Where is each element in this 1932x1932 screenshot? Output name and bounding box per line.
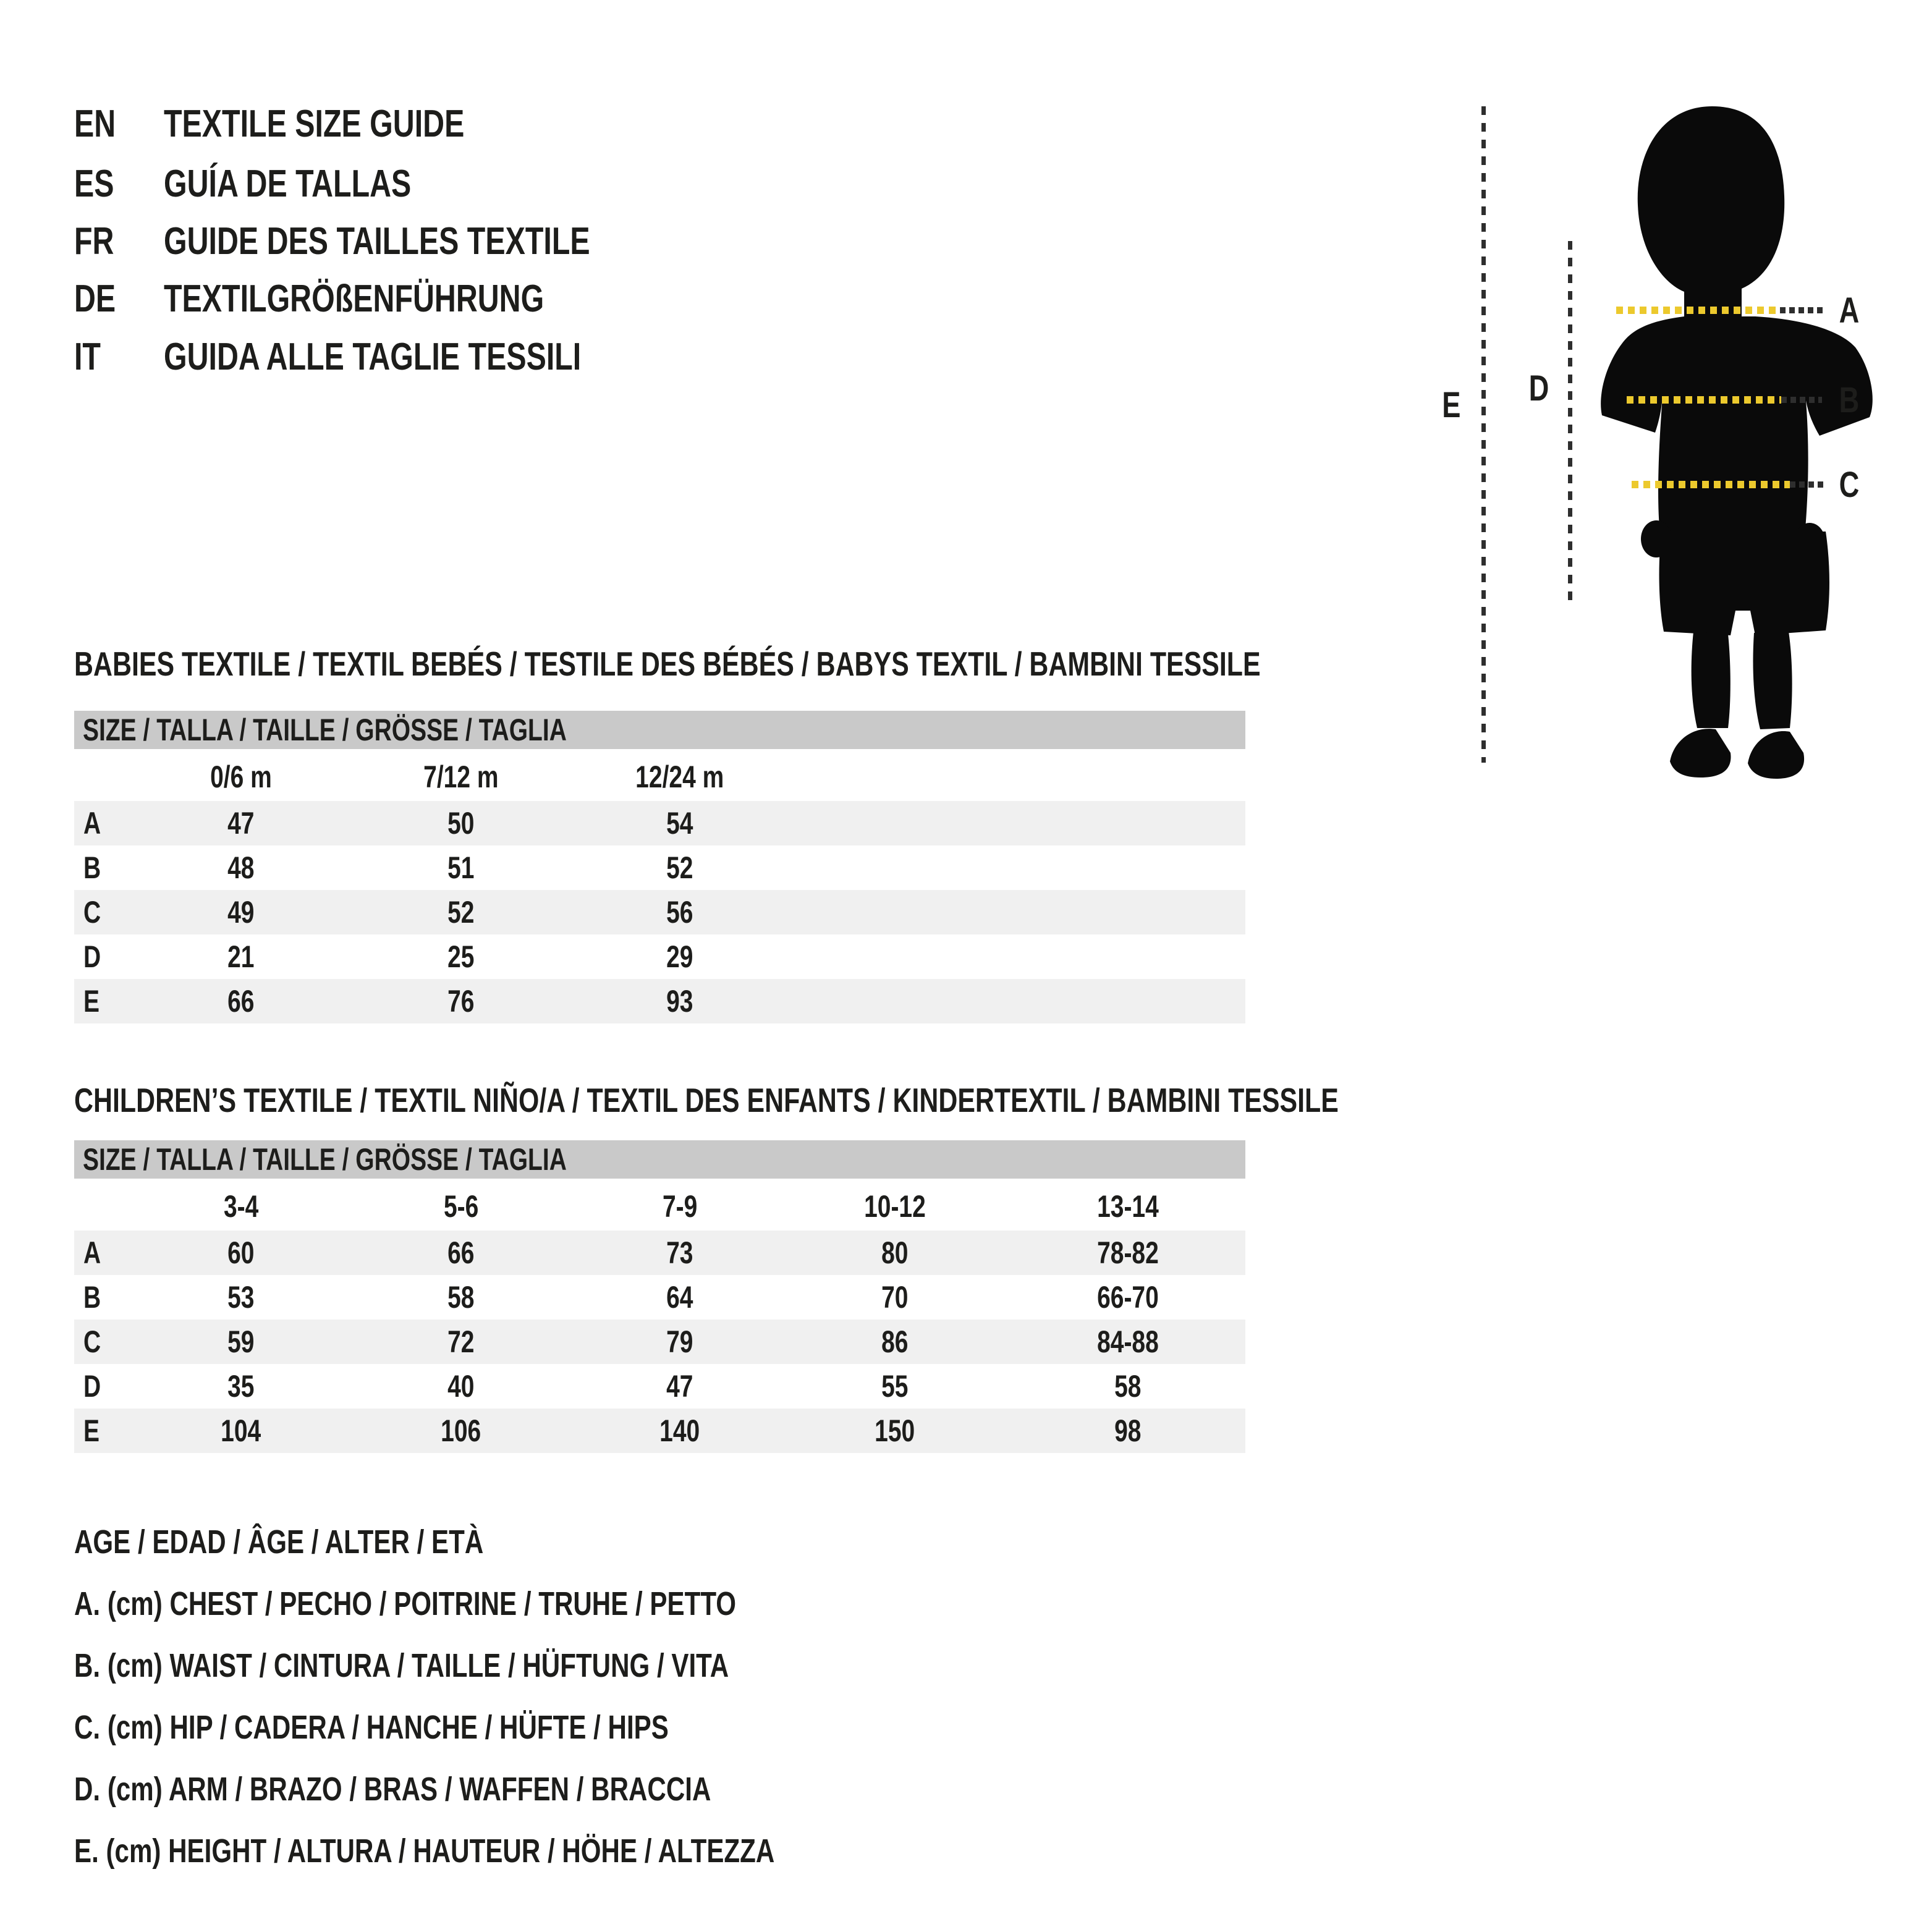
label-d: D [1528, 368, 1549, 409]
row-label: B [83, 1280, 101, 1315]
guide-title-es: GUÍA DE TALLAS [164, 163, 412, 205]
children-size-header-bar [74, 1140, 1245, 1179]
legend-arm: D. (cm) ARM / BRAZO / BRAS / WAFFEN / BRACCIA [74, 1771, 711, 1808]
legend-chest: A. (cm) CHEST / PECHO / POITRINE / TRUHE / PETTO [74, 1585, 737, 1622]
waist-line-b [1627, 396, 1781, 404]
label-c: C [1839, 465, 1860, 505]
table-cell: 56 [666, 895, 693, 930]
table-cell: 58 [447, 1280, 475, 1315]
legend-waist: B. (cm) WAIST / CINTURA / TAILLE / HÜFTUNG / VITA [74, 1647, 729, 1684]
children-column-header-row [74, 1185, 1245, 1228]
table-cell: 86 [881, 1324, 909, 1359]
table-cell: 106 [441, 1413, 481, 1448]
table-row [74, 1364, 1245, 1409]
row-label: E [83, 984, 100, 1019]
hip-line-c [1632, 481, 1790, 488]
table-cell: 50 [447, 806, 475, 841]
table-cell: 80 [881, 1235, 909, 1270]
size-header-label: SIZE / TALLA / TAILLE / GRÖSSE / TAGLIA [83, 1142, 567, 1177]
label-b: B [1839, 380, 1860, 420]
language-code: FR [74, 220, 114, 263]
row-label: D [83, 1369, 101, 1404]
table-cell: 35 [227, 1369, 255, 1404]
table-cell: 47 [666, 1369, 693, 1404]
row-label: E [83, 1413, 100, 1448]
table-cell: 70 [881, 1280, 909, 1315]
table-cell: 64 [666, 1280, 693, 1315]
table-cell: 52 [666, 850, 693, 885]
row-label: A [83, 806, 101, 841]
legend-height: E. (cm) HEIGHT / ALTURA / HAUTEUR / HÖHE / ALTEZZA [74, 1832, 775, 1870]
column-header: 13-14 [1097, 1189, 1159, 1224]
waist-leader-b [1781, 397, 1822, 403]
table-row [74, 934, 1245, 979]
table-cell: 29 [666, 939, 693, 974]
table-cell: 55 [881, 1369, 909, 1404]
table-row [74, 845, 1245, 890]
size-header-label: SIZE / TALLA / TAILLE / GRÖSSE / TAGLIA [83, 713, 567, 747]
row-label: A [83, 1235, 101, 1270]
table-row [74, 1409, 1245, 1453]
table-cell: 49 [227, 895, 255, 930]
table-cell: 54 [666, 806, 693, 841]
table-row [74, 890, 1245, 934]
column-header: 12/24 m [635, 760, 724, 794]
arm-line-d [1568, 241, 1572, 603]
chest-line-a [1616, 307, 1780, 314]
table-cell: 47 [227, 806, 255, 841]
language-code: IT [74, 336, 101, 378]
table-cell: 53 [227, 1280, 255, 1315]
label-e: E [1441, 385, 1461, 425]
children-table-title: CHILDREN’S TEXTILE / TEXTIL NIÑO/A / TEXTIL DES ENFANTS / KINDERTEXTIL / BAMBINI TESSILE [74, 1081, 1339, 1119]
table-cell: 21 [227, 939, 255, 974]
legend-age: AGE / EDAD / ÂGE / ALTER / ETÀ [74, 1523, 484, 1561]
table-cell: 72 [447, 1324, 475, 1359]
babies-column-header-row [74, 755, 1245, 799]
guide-title-de: TEXTILGRÖßENFÜHRUNG [164, 278, 544, 320]
row-label: C [83, 895, 101, 930]
table-cell: 78-82 [1097, 1235, 1159, 1270]
column-header: 5-6 [443, 1189, 479, 1224]
table-cell: 79 [666, 1324, 693, 1359]
table-cell: 140 [659, 1413, 700, 1448]
table-cell: 52 [447, 895, 475, 930]
table-cell: 48 [227, 850, 255, 885]
table-cell: 76 [447, 984, 475, 1019]
table-row [74, 1231, 1245, 1275]
language-code: EN [74, 103, 116, 145]
chest-leader-a [1780, 307, 1823, 313]
row-label: C [83, 1324, 101, 1359]
table-cell: 60 [227, 1235, 255, 1270]
column-header: 7-9 [662, 1189, 698, 1224]
column-header: 7/12 m [423, 760, 499, 794]
column-header: 3-4 [223, 1189, 259, 1224]
guide-title-fr: GUIDE DES TAILLES TEXTILE [164, 220, 590, 263]
table-row [74, 801, 1245, 845]
table-row [74, 1275, 1245, 1320]
table-cell: 51 [447, 850, 475, 885]
column-header: 0/6 m [210, 760, 272, 794]
legend-hip: C. (cm) HIP / CADERA / HANCHE / HÜFTE / HIPS [74, 1709, 669, 1746]
table-cell: 150 [875, 1413, 915, 1448]
table-row [74, 1320, 1245, 1364]
column-header: 10-12 [864, 1189, 926, 1224]
table-row [74, 979, 1245, 1023]
table-cell: 98 [1114, 1413, 1142, 1448]
guide-title-it: GUIDA ALLE TAGLIE TESSILI [164, 336, 582, 378]
table-cell: 84-88 [1097, 1324, 1159, 1359]
table-cell: 66-70 [1097, 1280, 1159, 1315]
table-cell: 66 [447, 1235, 475, 1270]
row-label: D [83, 939, 101, 974]
language-code: DE [74, 278, 116, 320]
babies-size-header-bar [74, 711, 1245, 749]
babies-table-title: BABIES TEXTILE / TEXTIL BEBÉS / TESTILE DES BÉBÉS / BABYS TEXTIL / BAMBINI TESSILE [74, 645, 1261, 683]
table-cell: 25 [447, 939, 475, 974]
language-code: ES [74, 163, 114, 205]
guide-title-en: TEXTILE SIZE GUIDE [164, 103, 465, 145]
table-cell: 40 [447, 1369, 475, 1404]
table-cell: 59 [227, 1324, 255, 1359]
table-cell: 73 [666, 1235, 693, 1270]
table-cell: 104 [221, 1413, 261, 1448]
row-label: B [83, 850, 101, 885]
table-cell: 58 [1114, 1369, 1142, 1404]
table-cell: 66 [227, 984, 255, 1019]
label-a: A [1839, 290, 1860, 331]
table-cell: 93 [666, 984, 693, 1019]
hip-leader-c [1790, 481, 1823, 488]
